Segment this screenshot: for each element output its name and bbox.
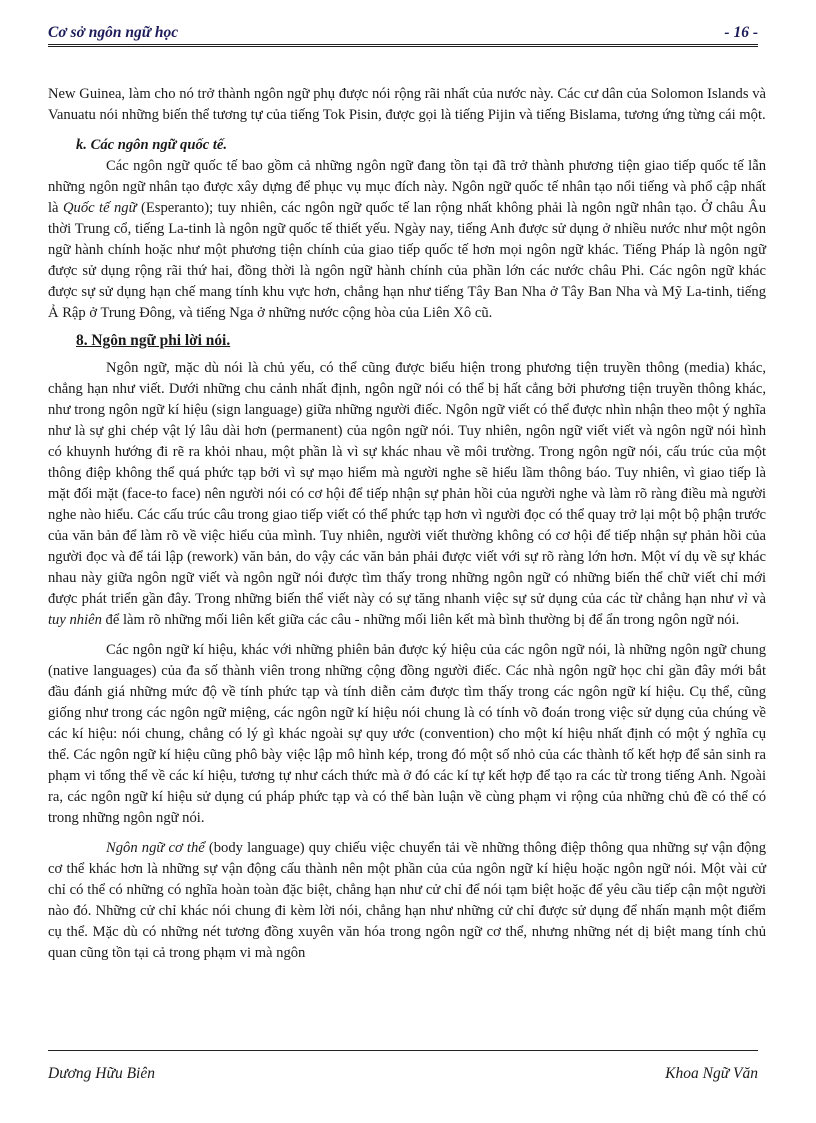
paragraph-text: (Esperanto); tuy nhiên, các ngôn ngữ quốc tế lan rộng nhất không phải là ngôn ngữ nhân tạo. Ở châu Âu thời Trung cổ, tiếng La-tinh là ngôn ngữ quốc tế thiết yếu. Ngày nay, tiếng Anh được sử dụng ở nhiều nước như một ngôn ngữ hành chính hoặc như một phương tiện chính của giao tiếp quốc tế hơn mọi ngôn ngữ khác. Tiếng Pháp là ngôn ngữ được sử dụng rộng rãi thứ hai, đồng thời là ngôn ngữ hành chính của phần lớn các nước châu Phi. Các ngôn ngữ khác được sự sử dụng hạn chế mang tính khu vực hơn, chẳng hạn như tiếng Tây Ban Nha ở Tây Ban Nha và Mỹ La-tinh, tiếng Ả Rập ở Trung Đông, và tiếng Nga ở những nước cộng hòa của Liên Xô cũ. (48, 200, 766, 321)
page-number: - 16 - (724, 24, 758, 41)
paragraph-sign-languages: Các ngôn ngữ kí hiệu, khác với những phiên bản được ký hiệu của các ngôn ngữ nói, là những ngôn ngữ chung (native languages) của đa số thành viên trong những cộng đồng người điếc. Các nhà ngôn ngữ học chỉ gần đây mới bắt đầu đánh giá những mức độ về tính phức tạp và tính diễn cảm được tìm thấy trong các ngôn ngữ kí hiệu. Cụ thể, cũng giống như trong các ngôn ngữ miệng, các ngôn ngữ kí hiệu nói chung là có tính võ đoán trong việc sử dụng của chúng về các kí hiệu: nói chung, chẳng có lý gì khác ngoài sự quy ước (convention) cho một kí hiệu nhất định có một ý nghĩa cụ thể. Các ngôn ngữ kí hiệu cũng phô bày việc lập mô hình kép, trong đó một số nhỏ của các thành tố kết hợp để sản sinh ra phạm vi tổng thể về các kí hiệu, tương tự như cách thức mà ở đó các kí tự kết hợp để tạo ra các từ trong tiếng Anh. Ngoài ra, các ngôn ngữ kí hiệu sử dụng cú pháp phức tạp và có thể bàn luận về cùng phạm vi rộng của những chủ đề có thể có trong những ngôn ngữ nói. (48, 642, 766, 826)
footer-author: Dương Hữu Biên (48, 1065, 155, 1082)
emphasis-term: vì (737, 591, 748, 607)
paragraph-body-language (48, 838, 766, 964)
emphasis-term: tuy nhiên (48, 612, 102, 628)
page-body (48, 84, 766, 964)
paragraph-written-vs-spoken (48, 358, 766, 631)
subheading-international-languages: k. Các ngôn ngữ quốc tế. (76, 137, 228, 153)
page-header (48, 22, 758, 47)
paragraph-text: Ngôn ngữ, mặc dù nói là chủ yếu, có thể cũng được biểu hiện trong phương tiện truyền thông (media) khác, chẳng hạn như viết. Dưới những chu cảnh nhất định, ngôn ngữ nói có thể bị hất cẳng bởi phương tiện truyền thông khác, như trong ngôn ngữ kí hiệu (sign language) giữa những người điếc. Ngôn ngữ viết có thể được nhìn nhận theo một ý nghĩa như là sự ghi chép vật lý lâu dài hơn (permanent) của ngôn ngữ nói. Tuy nhiên, ngôn ngữ viết viết và ngôn ngữ nói hình có khuynh hướng đi rẽ ra khỏi nhau, một phần là vì sự khác nhau về môi trường. Trong ngôn ngữ nói, cấu trúc của một thông điệp không thể quá phức tạp bởi vì sự mạo hiểm mà người nghe sẽ hiểu lầm thông báo. Tuy nhiên, vì giao tiếp là mặt đối mặt (face-to face) nên người nói có cơ hội để tiếp nhận sự phản hồi của người nghe và làm rõ ràng điều mà người nghe nào hiểu. Các cấu trúc câu trong giao tiếp viết có thể phức tạp hơn vì người đọc có thể quay trở lại một bộ phận trước của văn bản để làm rõ về việc hiểu của mình. Tuy nhiên, người viết thường không có cơ hội để tiếp nhận sự phản hồi của người đọc và để tái lập (rework) văn bản, do vậy các văn bản phải được viết với sự rõ ràng lớn hơn. Một ví dụ về sự khác nhau này giữa ngôn ngữ viết và ngôn ngữ nói được tìm thấy trong những ngôn ngữ có những biến thể chữ viết chỉ mới được phát triển gần đây. Trong những biến thể viết này có sự tăng nhanh việc sự sử dụng của các từ chẳng hạn như (48, 360, 766, 607)
paragraph-continuation: New Guinea, làm cho nó trở thành ngôn ngữ phụ được nói rộng rãi nhất của nước này. Các cư dân của Solomon Islands và Vanuatu nói những biến thể tương tự của tiếng Tok Pisin, được gọi là tiếng Pijin và tiếng Bislama, tương ứng từng cái một. (48, 86, 766, 123)
emphasis-term: Quốc tế ngữ (62, 200, 137, 216)
paragraph-text: (body language) quy chiếu việc chuyển tải về những thông điệp thông qua những sự vận động cơ thể khác hơn là những sự vận động cấu thành nên một phần của của ngôn ngữ kí hiệu hoặc ngôn ngữ nói. Một vài cử chỉ có thể có những có nghĩa hoàn toàn đặc biệt, chẳng hạn như cử chỉ để nói tạm biệt hoặc để yêu cầu tiếp cận một người nào đó. Những cử chỉ khác nói chung đi kèm lời nói, chẳng hạn như những cử chỉ được sử dụng để nhấn mạnh một điểm cụ thể. Mặc dù có những nét tương đồng xuyên văn hóa trong ngôn ngữ cơ thể, nhưng những nét dị biệt mang tính chủ quan cũng tồn tại cả trong phạm vi mà ngôn (48, 840, 767, 961)
footer-faculty: Khoa Ngữ Văn (665, 1065, 758, 1082)
page-footer (48, 1050, 758, 1082)
section-heading-nonverbal-language: 8. Ngôn ngữ phi lời nói. (76, 332, 231, 349)
paragraph-international-languages (48, 156, 766, 324)
paragraph-text: và (747, 591, 766, 607)
header-title: Cơ sở ngôn ngữ học (48, 24, 179, 41)
emphasis-term: Ngôn ngữ cơ thể (106, 840, 205, 856)
paragraph-text: để làm rõ những mối liên kết giữa các câu - những mối liên kết mà bình thường bị để ẩn trong ngôn ngữ nói. (101, 612, 740, 628)
paragraph-text: Các ngôn ngữ quốc tế bao gồm cả những ngôn ngữ đang tồn tại đã trở thành phương tiện giao tiếp quốc tế lẫn những ngôn ngữ nhân tạo được xây dựng để phục vụ mục đích này. Ngôn ngữ quốc tế nhân tạo nổi tiếng và phổ cập nhất là (48, 158, 766, 216)
